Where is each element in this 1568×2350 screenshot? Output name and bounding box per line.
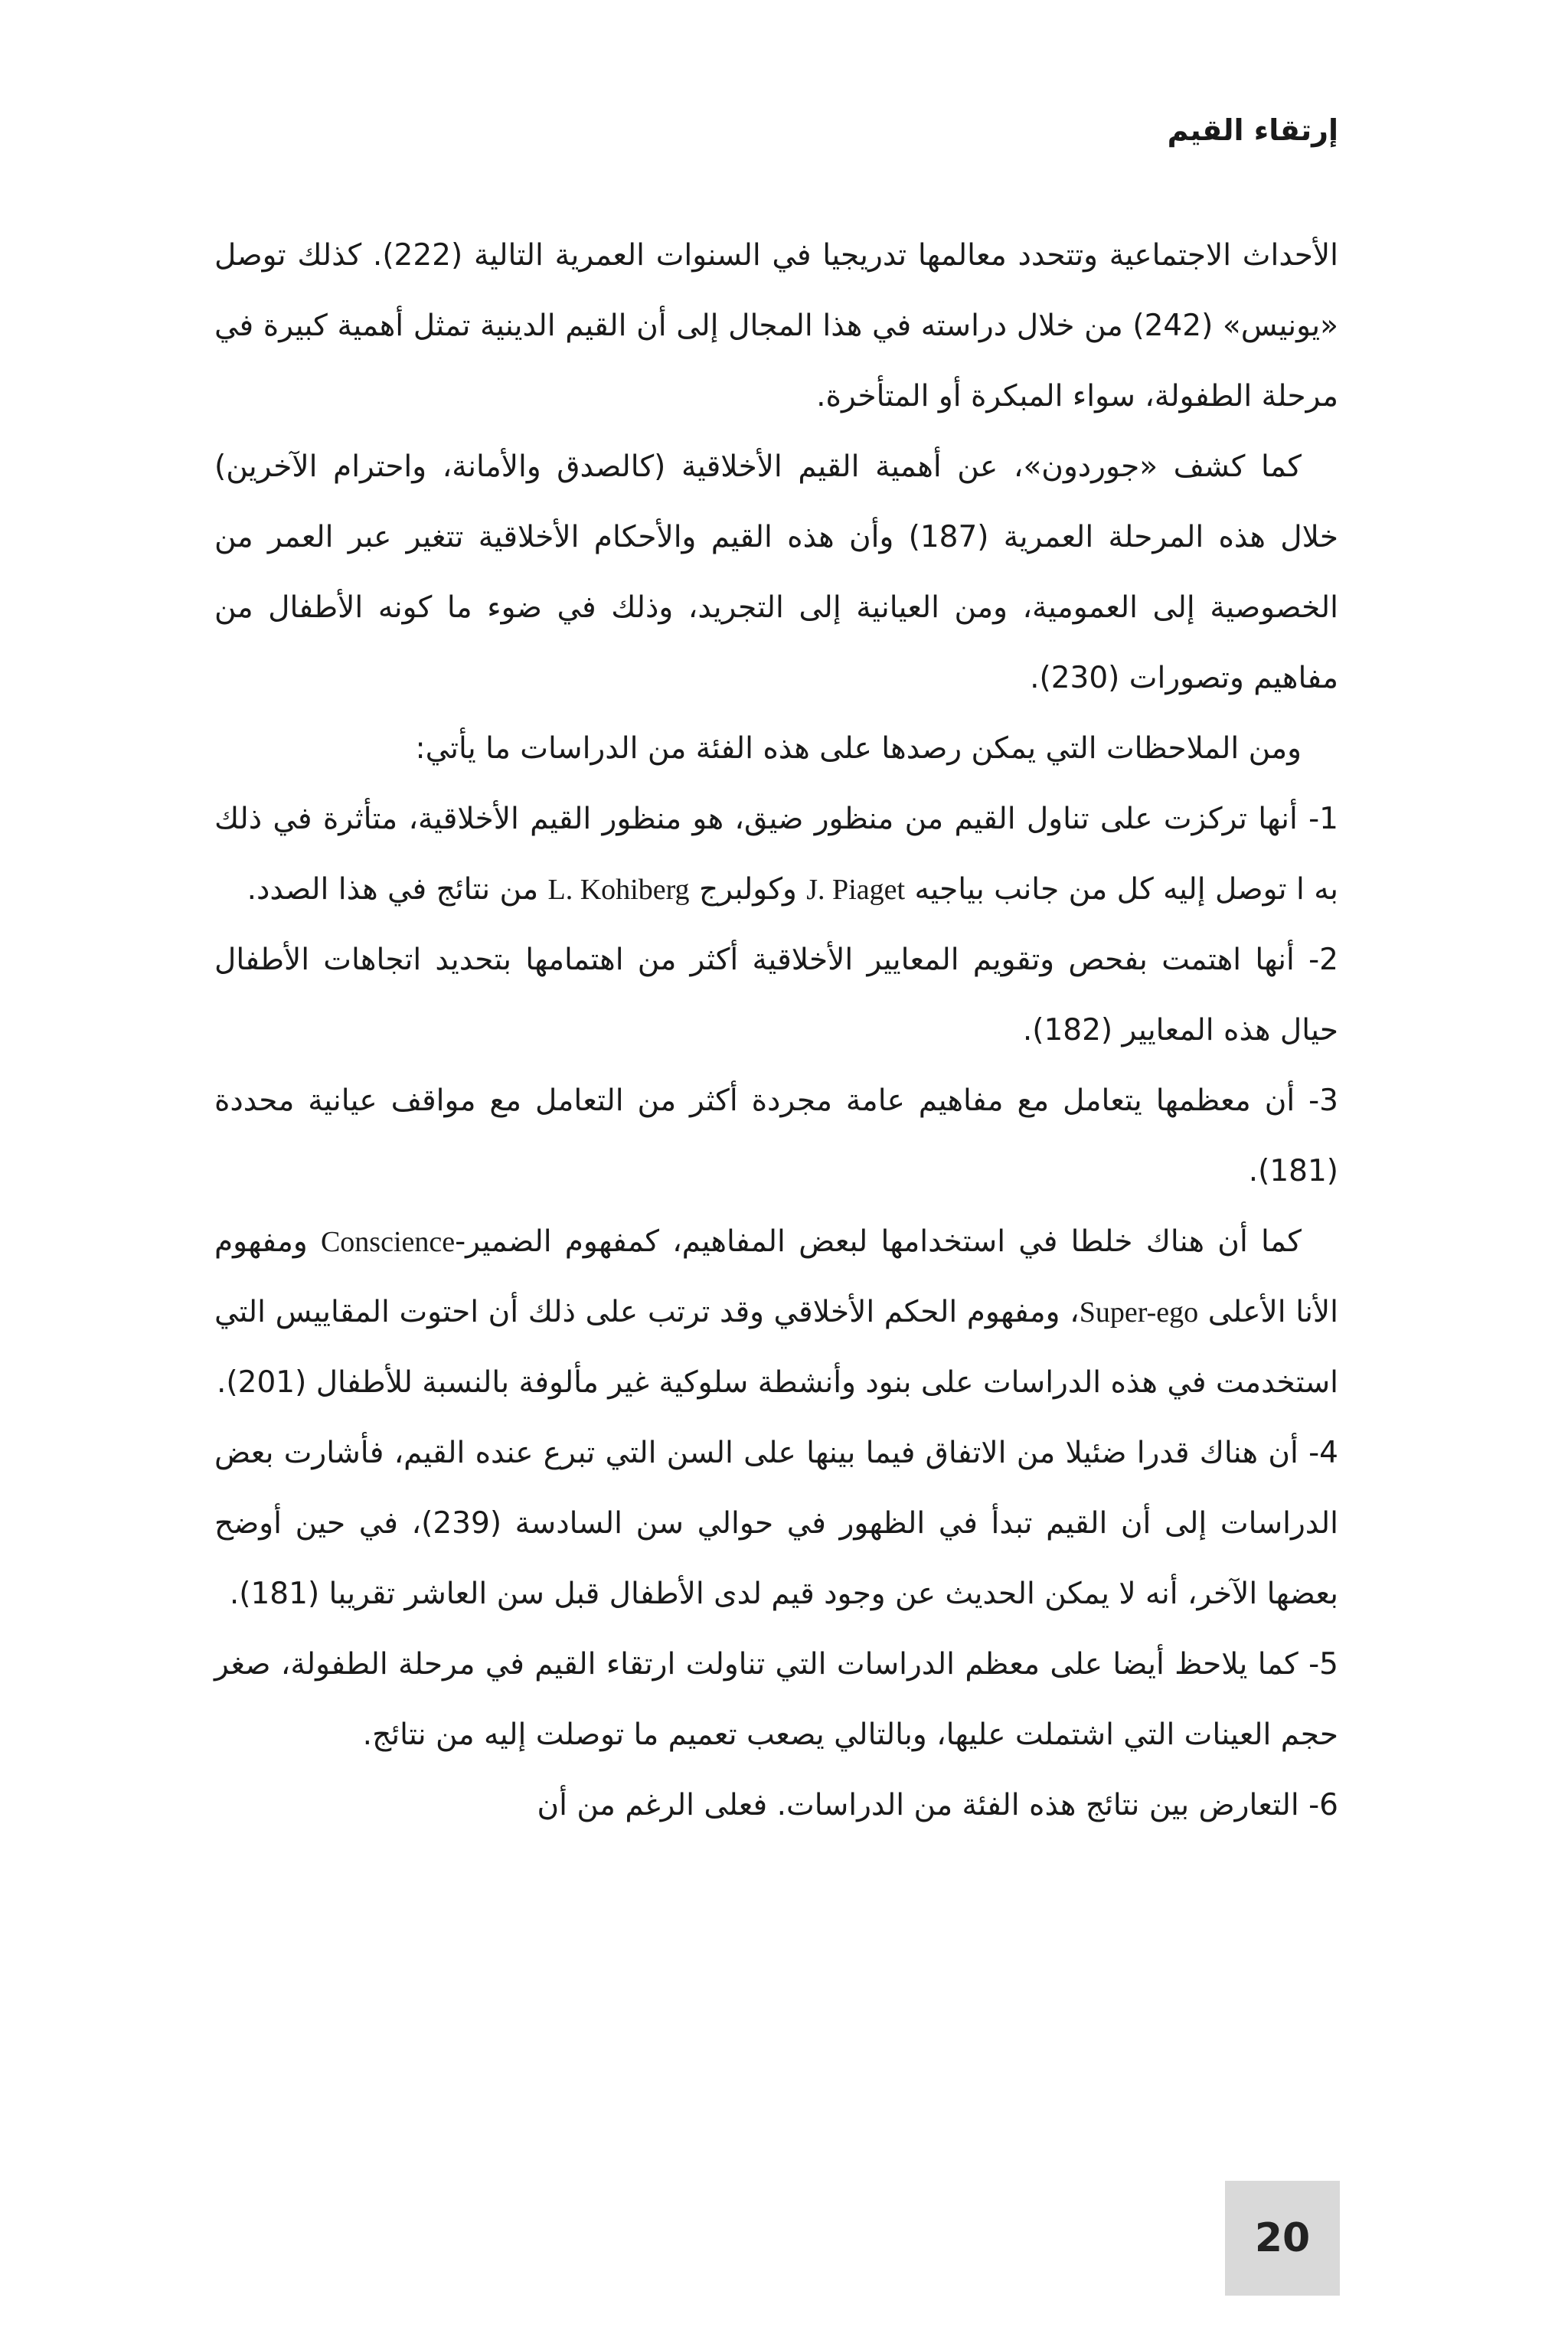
paragraph-7-text-c: ، ومفهوم الحكم الأخلاقي وقد ترتب على ذلك أن احتوت المقاييس التي استخدمت في هذه الدراسات على بنود وأنشطة سلوكية غير مألوفة بالنسبة للأطفال (201). (214, 1295, 1338, 1400)
paragraph-10: 6- التعارض بين نتائج هذه الفئة من الدراسات. فعلى الرغم من أن (537, 1788, 1338, 1822)
paragraph-6: 3- أن معظمها يتعامل مع مفاهيم عامة مجردة أكثر من التعامل مع مواقف عيانية محددة (181). (214, 1083, 1338, 1188)
latin-term-conscience: Conscience (320, 1226, 456, 1258)
paragraph-4-text-c: من نتائج في هذا الصدد. (247, 872, 539, 907)
paragraph-5: 2- أنها اهتمت بفحص وتقويم المعايير الأخلاقية أكثر من اهتمامها بتحديد اتجاهات الأطفال حيال هذه المعايير (182). (214, 943, 1338, 1048)
running-header: إرتقاء القيم (1167, 113, 1338, 147)
latin-term-superego: Super-ego (1079, 1296, 1199, 1329)
paragraph-1: الأحداث الاجتماعية وتتحدد معالمها تدريجيا في السنوات العمرية التالية (222). كذلك توصل «يونيس» (242) من خلال دراسته في هذا المجال إلى أن القيم الدينية تمثل أهمية كبيرة في مرحلة الطفولة، سواء المبكرة أو المتأخرة. (214, 238, 1338, 413)
paragraph-7-text-a: كما أن هناك خلطا في استخدامها لبعض المفاهيم، كمفهوم الضمير- (455, 1224, 1302, 1259)
latin-term-kohiberg: L. Kohiberg (547, 874, 690, 906)
paragraph-4-text-b: وكولبرج (698, 872, 797, 907)
paragraph-8: 4- أن هناك قدرا ضئيلا من الاتفاق فيما بينها على السن التي تبرع عنده القيم، فأشارت بعض الدراسات إلى أن القيم تبدأ في الظهور في حوالي سن السادسة (239)، في حين أوضح بعضها الآخر، أنه لا يمكن الحديث عن وجود قيم لدى الأطفال قبل سن العاشر تقريبا (181). (214, 1436, 1338, 1611)
paragraph-4-text-a: 1- أنها تركزت على تناول القيم من منظور ضيق، هو منظور القيم الأخلاقية، متأثرة في ذلك به ا توصل إليه كل من جانب بياجيه (214, 802, 1338, 907)
paragraph-7-text-b: ومفهوم الأنا الأعلى (214, 1224, 1339, 1329)
paragraph-9: 5- كما يلاحظ أيضا على معظم الدراسات التي تناولت ارتقاء القيم في مرحلة الطفولة، صغر حجم العينات التي اشتملت عليها، وبالتالي يصعب تعميم ما توصلت إليه من نتائج. (214, 1647, 1338, 1752)
page-number: 20 (1254, 2215, 1311, 2261)
paragraph-3: ومن الملاحظات التي يمكن رصدها على هذه الفئة من الدراسات ما يأتي: (415, 731, 1302, 766)
page-body (214, 221, 1338, 1841)
paragraph-2: كما كشف «جوردون»، عن أهمية القيم الأخلاقية (كالصدق والأمانة، واحترام الآخرين) خلال هذه المرحلة العمرية (187) وأن هذه القيم والأحكام الأخلاقية تتغير عبر العمر من الخصوصية إلى العمومية، ومن العيانية إلى التجريد، وذلك في ضوء ما كونه الأطفال من مفاهيم وتصورات (230). (214, 449, 1338, 695)
paragraph-7 (214, 1207, 1338, 1418)
page-number-box (1225, 2181, 1340, 2296)
latin-term-piaget: J. Piaget (806, 874, 906, 906)
paragraph-4 (214, 784, 1338, 925)
